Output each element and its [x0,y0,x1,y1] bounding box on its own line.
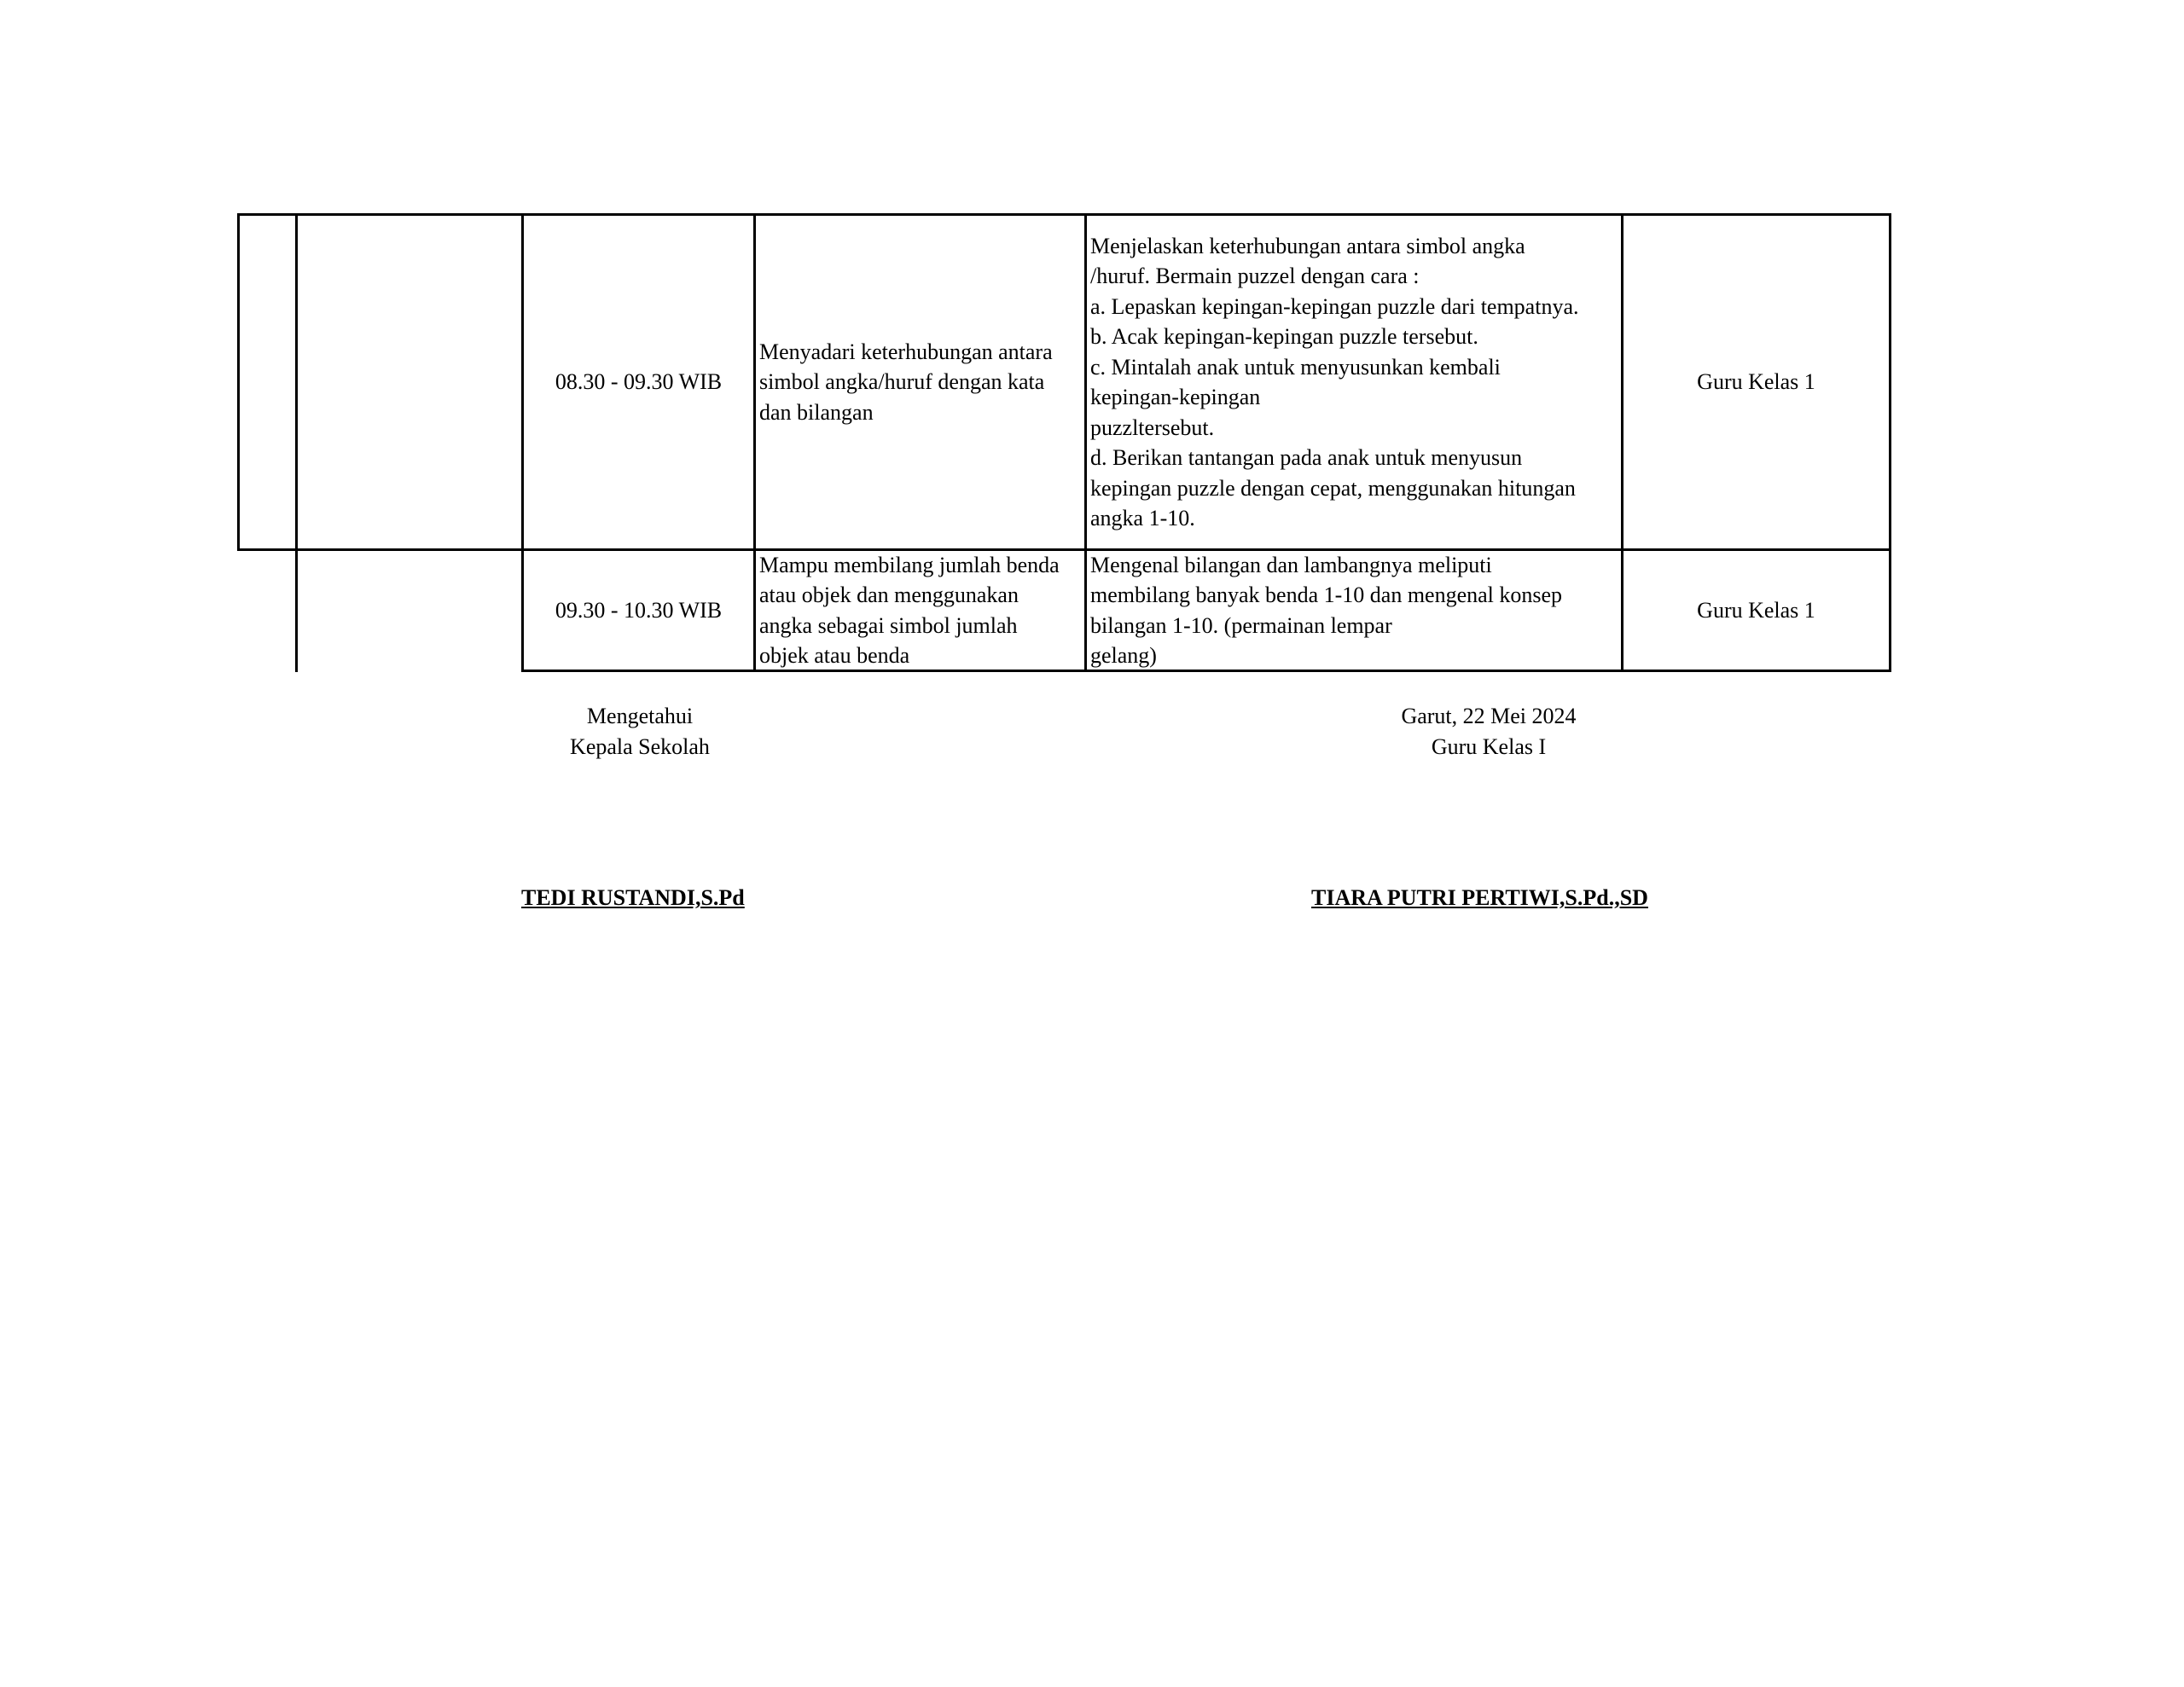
table-row-2-time [524,551,753,670]
objective-text: Menyadari keterhubungan antara simbol angka/huruf dengan kata dan bilangan [759,339,1053,425]
table-row-1-time [524,216,753,548]
table-row-2-activity [1087,551,1621,670]
time-text: 09.30 - 10.30 WIB [555,597,723,623]
objective-text: Mampu membilang jumlah benda atau objek dan menggunakan angka sebagai simbol jumlah objek atau benda [759,552,1060,668]
left-signature-block [512,701,768,762]
table-row-1-objective [756,216,1084,548]
table-col-line-0 [237,213,240,551]
table-row-2-objective [756,551,1084,670]
right-signature-block [1361,701,1617,762]
time-text: 08.30 - 09.30 WIB [555,369,723,395]
table-col-line-1 [295,213,298,672]
activity-text: Menjelaskan keterhubungan antara simbol angka /huruf. Bermain puzzel dengan cara : a. Lepaskan kepingan-kepingan puzzle dari tempatnya. b. Acak kepingan-kepingan puzzle tersebut. c. Mintalah anak untuk menyusunkan kembali kepingan-kepingan puzzltersebut. d. Berikan tantangan pada anak untuk menyusun kepingan puzzle dengan cepat, menggunakan hitungan angka 1-10. [1090,233,1579,530]
left-signatory-name: TEDI RUSTANDI,S.Pd [521,885,745,910]
left-signature-line-2: Kepala Sekolah [570,734,710,759]
right-signature-line-2: Guru Kelas I [1431,734,1547,759]
table-row-1-responsible [1623,216,1889,548]
responsible-text: Guru Kelas 1 [1697,369,1815,395]
right-signatory-name: TIARA PUTRI PERTIWI,S.Pd.,SD [1311,885,1648,910]
table-row-2-responsible [1623,551,1889,670]
table-row-1-activity [1087,216,1621,548]
activity-text: Mengenal bilangan dan lambangnya meliputi membilang banyak benda 1-10 dan mengenal konsep bilangan 1-10. (permainan lempar gelang) [1090,552,1563,668]
responsible-text: Guru Kelas 1 [1697,597,1815,623]
right-signature-line-1: Garut, 22 Mei 2024 [1401,704,1577,728]
left-signature-line-1: Mengetahui [586,704,694,728]
table-col-line-6 [1889,213,1891,672]
